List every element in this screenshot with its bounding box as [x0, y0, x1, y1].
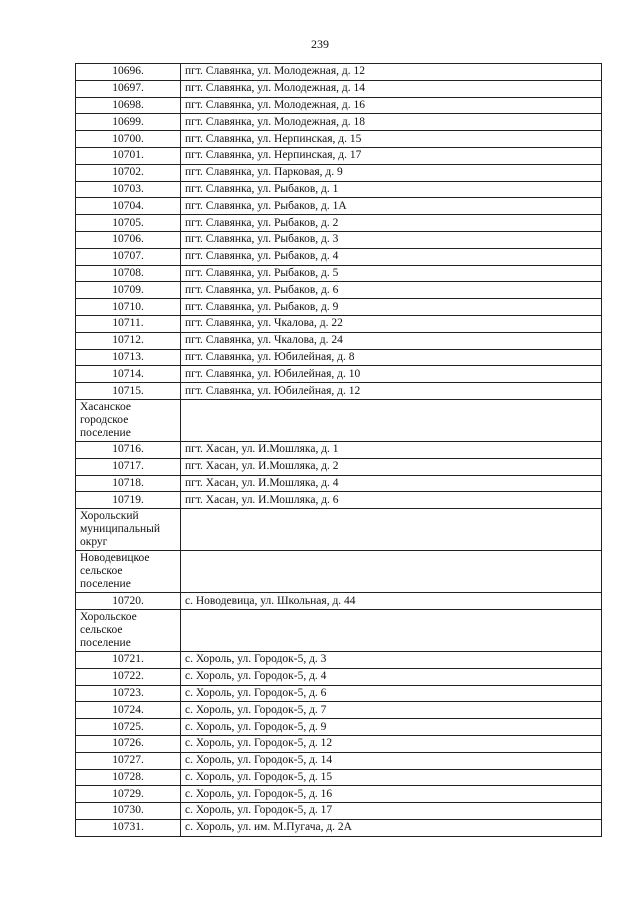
table-row	[76, 651, 602, 668]
table-row	[76, 366, 602, 383]
empty-cell	[181, 609, 602, 651]
table-row	[76, 492, 602, 509]
row-address: пгт. Славянка, ул. Рыбаков, д. 1	[181, 181, 602, 198]
empty-cell	[181, 509, 602, 551]
table-row	[76, 819, 602, 836]
section-header-row	[76, 609, 602, 651]
row-address: пгт. Славянка, ул. Нерпинская, д. 17	[181, 147, 602, 164]
table-row	[76, 685, 602, 702]
row-number: 10701.	[76, 147, 181, 164]
table-row	[76, 97, 602, 114]
row-address: с. Новодевица, ул. Школьная, д. 44	[181, 593, 602, 610]
row-number: 10704.	[76, 198, 181, 215]
row-address: пгт. Славянка, ул. Юбилейная, д. 8	[181, 349, 602, 366]
section-label: Хасанское городское поселение	[76, 399, 181, 441]
table-row	[76, 719, 602, 736]
table-row	[76, 215, 602, 232]
row-address: пгт. Славянка, ул. Молодежная, д. 16	[181, 97, 602, 114]
table-row	[76, 114, 602, 131]
row-address: с. Хороль, ул. Городок-5, д. 15	[181, 769, 602, 786]
row-address: пгт. Славянка, ул. Юбилейная, д. 12	[181, 383, 602, 400]
table-row	[76, 475, 602, 492]
row-address: пгт. Славянка, ул. Рыбаков, д. 3	[181, 231, 602, 248]
empty-cell	[181, 551, 602, 593]
table-row	[76, 332, 602, 349]
row-address: пгт. Славянка, ул. Чкалова, д. 24	[181, 332, 602, 349]
table-row	[76, 64, 602, 81]
row-number: 10729.	[76, 786, 181, 803]
row-number: 10700.	[76, 131, 181, 148]
row-number: 10730.	[76, 803, 181, 820]
table-row	[76, 181, 602, 198]
row-number: 10698.	[76, 97, 181, 114]
section-label: Хорольское сельское поселение	[76, 609, 181, 651]
section-label: Хорольский муниципальный округ	[76, 509, 181, 551]
row-address: пгт. Славянка, ул. Парковая, д. 9	[181, 164, 602, 181]
row-number: 10727.	[76, 752, 181, 769]
row-number: 10719.	[76, 492, 181, 509]
row-number: 10712.	[76, 332, 181, 349]
section-header-row	[76, 399, 602, 441]
row-address: с. Хороль, ул. Городок-5, д. 7	[181, 702, 602, 719]
table-row	[76, 299, 602, 316]
row-address: пгт. Славянка, ул. Чкалова, д. 22	[181, 315, 602, 332]
table-row	[76, 668, 602, 685]
section-label: Новодевицкое сельское поселение	[76, 551, 181, 593]
table-row	[76, 458, 602, 475]
row-number: 10731.	[76, 819, 181, 836]
row-address: пгт. Славянка, ул. Рыбаков, д. 4	[181, 248, 602, 265]
table-row	[76, 441, 602, 458]
address-registry-table	[75, 63, 602, 837]
row-number: 10713.	[76, 349, 181, 366]
table-row	[76, 593, 602, 610]
table-row	[76, 147, 602, 164]
row-number: 10721.	[76, 651, 181, 668]
table-row	[76, 383, 602, 400]
row-address: пгт. Славянка, ул. Рыбаков, д. 1А	[181, 198, 602, 215]
row-number: 10710.	[76, 299, 181, 316]
row-number: 10720.	[76, 593, 181, 610]
row-number: 10706.	[76, 231, 181, 248]
page-number: 239	[311, 37, 329, 51]
row-number: 10728.	[76, 769, 181, 786]
table-row	[76, 282, 602, 299]
row-address: пгт. Славянка, ул. Молодежная, д. 12	[181, 64, 602, 81]
row-address: пгт. Славянка, ул. Рыбаков, д. 9	[181, 299, 602, 316]
row-address: с. Хороль, ул. Городок-5, д. 3	[181, 651, 602, 668]
table-row	[76, 702, 602, 719]
table-row	[76, 803, 602, 820]
row-number: 10709.	[76, 282, 181, 299]
row-address: пгт. Славянка, ул. Рыбаков, д. 6	[181, 282, 602, 299]
row-address: с. Хороль, ул. Городок-5, д. 16	[181, 786, 602, 803]
row-number: 10697.	[76, 80, 181, 97]
row-address: с. Хороль, ул. им. М.Пугача, д. 2А	[181, 819, 602, 836]
empty-cell	[181, 399, 602, 441]
row-number: 10703.	[76, 181, 181, 198]
row-number: 10702.	[76, 164, 181, 181]
row-number: 10707.	[76, 248, 181, 265]
row-address: с. Хороль, ул. Городок-5, д. 17	[181, 803, 602, 820]
row-number: 10725.	[76, 719, 181, 736]
table-row	[76, 752, 602, 769]
table-row	[76, 231, 602, 248]
row-number: 10716.	[76, 441, 181, 458]
table-row	[76, 735, 602, 752]
table-row	[76, 80, 602, 97]
row-address: пгт. Хасан, ул. И.Мошляка, д. 1	[181, 441, 602, 458]
section-header-row	[76, 551, 602, 593]
table-row	[76, 198, 602, 215]
table-row	[76, 769, 602, 786]
table-row	[76, 786, 602, 803]
row-address: пгт. Славянка, ул. Нерпинская, д. 15	[181, 131, 602, 148]
row-number: 10705.	[76, 215, 181, 232]
row-number: 10699.	[76, 114, 181, 131]
table-row	[76, 248, 602, 265]
row-address: с. Хороль, ул. Городок-5, д. 14	[181, 752, 602, 769]
row-number: 10718.	[76, 475, 181, 492]
row-address: пгт. Славянка, ул. Рыбаков, д. 5	[181, 265, 602, 282]
table-row	[76, 315, 602, 332]
row-address: пгт. Славянка, ул. Молодежная, д. 18	[181, 114, 602, 131]
table-row	[76, 349, 602, 366]
registry-body	[76, 64, 602, 837]
table-row	[76, 265, 602, 282]
row-address: пгт. Хасан, ул. И.Мошляка, д. 4	[181, 475, 602, 492]
row-address: пгт. Славянка, ул. Рыбаков, д. 2	[181, 215, 602, 232]
row-address: пгт. Славянка, ул. Молодежная, д. 14	[181, 80, 602, 97]
row-number: 10708.	[76, 265, 181, 282]
row-number: 10726.	[76, 735, 181, 752]
row-address: пгт. Хасан, ул. И.Мошляка, д. 6	[181, 492, 602, 509]
row-address: с. Хороль, ул. Городок-5, д. 6	[181, 685, 602, 702]
table-row	[76, 131, 602, 148]
row-number: 10717.	[76, 458, 181, 475]
table-row	[76, 164, 602, 181]
row-address: пгт. Хасан, ул. И.Мошляка, д. 2	[181, 458, 602, 475]
row-number: 10696.	[76, 64, 181, 81]
row-address: с. Хороль, ул. Городок-5, д. 4	[181, 668, 602, 685]
row-number: 10715.	[76, 383, 181, 400]
row-number: 10722.	[76, 668, 181, 685]
row-number: 10714.	[76, 366, 181, 383]
section-header-row	[76, 509, 602, 551]
row-address: пгт. Славянка, ул. Юбилейная, д. 10	[181, 366, 602, 383]
row-address: с. Хороль, ул. Городок-5, д. 12	[181, 735, 602, 752]
row-number: 10711.	[76, 315, 181, 332]
row-number: 10724.	[76, 702, 181, 719]
row-number: 10723.	[76, 685, 181, 702]
row-address: с. Хороль, ул. Городок-5, д. 9	[181, 719, 602, 736]
